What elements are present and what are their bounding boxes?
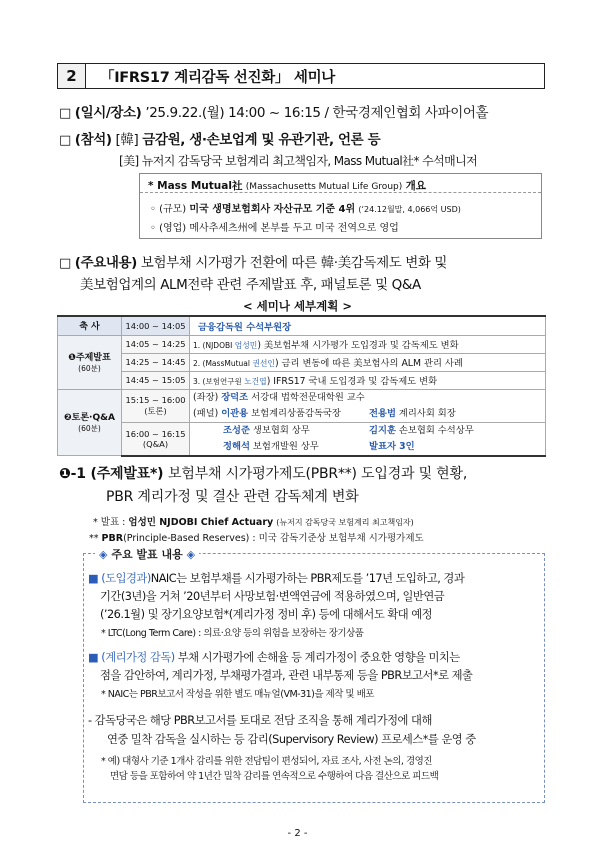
table-row — [58, 389, 546, 422]
section-header — [57, 63, 545, 89]
time-cell: 14:05 ~ 14:25 — [122, 335, 190, 353]
schedule-table-title: < 세미나 세부계획 > — [242, 299, 353, 313]
key-point-1-note: * LTC(Long Term Care) : 의료·요양 등의 위험을 보장하는 장기상품 — [101, 628, 364, 639]
table-row — [58, 371, 546, 389]
content-cell — [190, 389, 546, 422]
chair-line: (좌장) 장덕조 서강대 법학전문대학원 교수 — [193, 391, 365, 403]
panel-line: (패널) 이관용 보험계리상품감독국장 전용범 계리사회 회장 — [193, 407, 456, 419]
key-point-2-line1: ■ (계리가정 감독) 부채 시가평가에 손해율 등 계리가정이 중요한 영향을 미치는 — [88, 651, 460, 664]
content-cell: 3. (보험연구원 노건엽) IFRS17 국내 도입경과 및 감독제도 변화 — [190, 371, 546, 389]
table-row — [58, 335, 546, 353]
schedule-text: ’25.9.22.(월) 14:00 ~ 16:15 / 한국경제인협회 사파이어홀 — [145, 105, 489, 121]
attendees-line: □ (참석) [韓] 금감원, 생·손보업계 및 유관기관, 언론 등 — [59, 132, 381, 148]
massmutual-divider — [140, 192, 541, 193]
table-row — [58, 316, 546, 335]
key-point-1-line1: ■ (도입경과)NAIC는 보험부채를 시가평가하는 PBR제도를 ’17년 도입하고, 경과 — [88, 572, 465, 585]
time-cell: 14:25 ~ 14:45 — [122, 353, 190, 371]
key-point-3-note2: 면담 등을 포함하여 약 1년간 밀착 감리를 연속적으로 수행하여 다음 결산으로 피드백 — [110, 771, 439, 782]
subsection-title-line2: PBR 계리가정 및 결산 관련 감독체계 변화 — [106, 489, 359, 505]
section-cell: ❷토론·Q&A (60분) — [58, 389, 122, 456]
key-point-2-note: * NAIC는 PBR보고서 작성을 위한 별도 매뉴얼(VM-31)을 제작 및 배포 — [101, 689, 374, 700]
section-cell: 축 사 — [58, 316, 122, 335]
content-cell: 조성준 생보협회 상무 김지훈 손보협회 수석상무 정해석 보험개발원 상무 발표자 3인 — [190, 422, 546, 456]
section-cell: ❶주제발표 (60분) — [58, 335, 122, 389]
schedule-label: (일시/장소) — [74, 105, 142, 121]
section-number: 2 — [58, 64, 86, 88]
key-point-3-note1: * 예) 대형사 기준 1개사 감리를 위한 전담팀이 편성되어, 자료 조사, 사전 논의, 경영진 — [101, 756, 432, 767]
square-bullet-icon: ■ — [88, 651, 99, 664]
footnote-presenter: * 발표 : 엄성민 NJDOBI Chief Actuary (뉴저지 감독당국 보험계리 최고책임자) — [93, 517, 414, 528]
main-content-line1: □ (주요내용) 보험부채 시가평가 전환에 따른 韓·美감독제도 변화 및 — [59, 255, 448, 271]
diamond-icon: ◈ — [99, 548, 108, 561]
massmutual-item-scale: ◦ (규모) 미국 생명보험회사 자산규모 기준 4위 (‘24.12월말, 4,066억 USD) — [150, 204, 461, 215]
table-row — [58, 353, 546, 371]
attendees-label: (참석) — [74, 132, 112, 148]
attendees-kr: 금감원, 생·손보업계 및 유관기관, 언론 등 — [142, 132, 381, 148]
schedule-line: □ (일시/장소) ’25.9.22.(월) 14:00 ~ 16:15 / 한국경제인협회 사파이어홀 — [59, 105, 489, 121]
diamond-icon: ◈ — [186, 548, 196, 561]
footnote-pbr: ** PBR(Principle-Based Reserves) : 미국 감독기준상 보험부채 시가평가제도 — [89, 533, 424, 544]
key-point-1-line3: (’26.1월) 및 장기요양보험*(계리가정 정비 후) 등에 대해서도 확대 예정 — [100, 608, 433, 621]
time-cell: 15:15 ~ 16:00 (토론) — [122, 389, 190, 422]
key-point-3-line2: 연중 밀착 감독을 실시하는 등 감리(Supervisory Review) 프로세스*를 운영 중 — [107, 733, 476, 746]
time-cell: 14:45 ~ 15:05 — [122, 371, 190, 389]
key-point-3-line1: - 감독당국은 해당 PBR보고서를 토대로 전담 조직을 통해 계리가정에 대해 — [88, 714, 432, 727]
square-bullet-icon: ■ — [88, 572, 99, 585]
content-cell: 금융감독원 수석부원장 — [190, 316, 546, 335]
key-point-1-line2: 기간(3년)을 거쳐 ’20년부터 사망보험·변액연금에 적용하였으며, 일반연금 — [100, 590, 445, 603]
subsection-title-line1: ❶-1 (주제발표*) 보험부채 시가평가제도(PBR**) 도입경과 및 현황, — [59, 466, 468, 482]
page-number: - 2 - — [287, 828, 308, 839]
time-cell: 16:00 ~ 16:15 (Q&A) — [122, 422, 190, 456]
key-point-2-line2: 점을 감안하여, 계리가정, 부채평가결과, 관련 내부통제 등을 PBR보고서*로 제출 — [100, 669, 473, 682]
time-cell: 14:00 ~ 14:05 — [122, 316, 190, 335]
massmutual-title: * Mass Mutual社 (Massachusetts Mutual Life Group) 개요 — [148, 180, 426, 192]
attendees-us-line: [美] 뉴저지 감독당국 보험계리 최고책임자, Mass Mutual社* 수석매니저 — [119, 154, 478, 168]
massmutual-item-business: ◦ (영업) 메사추세츠州에 본부를 두고 미국 전역으로 영업 — [150, 223, 399, 234]
content-cell: 2. (MassMutual 권선인) 금리 변동에 따른 美보험사의 ALM 관리 사례 — [190, 353, 546, 371]
content-cell: 1. (NJDOBI 엄성민) 美보험부채 시가평가 도입경과 및 감독제도 변화 — [190, 335, 546, 353]
main-content-label: (주요내용) — [74, 255, 137, 271]
section-title: 「IFRS17 계리감독 선진화」 세미나 — [86, 64, 544, 88]
main-content-line2: 美보험업계의 ALM전략 관련 주제발표 후, 패널토론 및 Q&A — [80, 277, 421, 293]
key-points-label: ◈ 주요 발표 내용 ◈ — [95, 546, 199, 562]
massmutual-box — [139, 173, 542, 239]
table-row — [58, 422, 546, 456]
attendees-us: 뉴저지 감독당국 보험계리 최고책임자, Mass Mutual社* 수석매니저 — [141, 154, 478, 168]
schedule-table — [57, 315, 546, 457]
